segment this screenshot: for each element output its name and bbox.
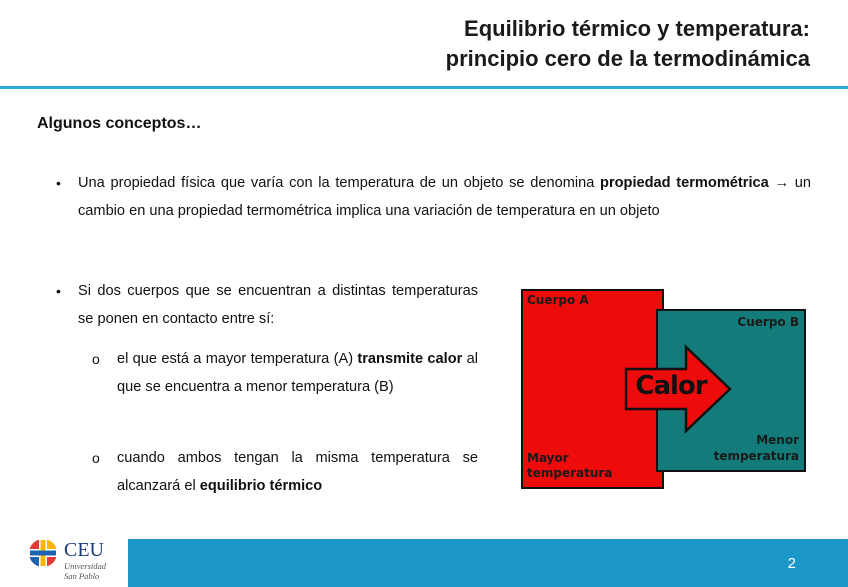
sub-1-before: el que está a mayor temperatura (A): [117, 351, 358, 367]
heat-transfer-diagram: [521, 289, 807, 492]
logo-line-1: Universidad: [64, 561, 107, 571]
title-line-2: principio cero de la termodinámica: [445, 46, 810, 71]
sub-1-bold: transmite calor: [357, 351, 463, 367]
title-line-1: Equilibrio térmico y temperatura:: [464, 16, 810, 41]
slide-title: [446, 14, 810, 74]
sub-1-after: al que se encuentra a menor temperatura (B): [117, 351, 478, 395]
section-heading: Algunos conceptos…: [37, 115, 202, 132]
body-b-label: Cuerpo B: [737, 315, 799, 329]
body-a-temp-line-2: temperatura: [527, 466, 613, 480]
sub-2-bold: equilibrio térmico: [199, 478, 323, 494]
bullet-icon: •: [56, 175, 61, 191]
sub-2-before: cuando ambos tengan la misma temperatura se alcanzará el: [117, 450, 478, 494]
title-divider: [0, 86, 848, 89]
bullet-1-bold: propiedad termométrica: [600, 175, 769, 191]
body-b-temp-line-1: Menor: [756, 433, 799, 447]
sub-bullet-circle-icon: o: [92, 351, 100, 367]
bullet-2-text: Si dos cuerpos que se encuentran a distintas temperaturas se ponen en contacto entre sí:: [78, 283, 478, 327]
heat-arrow-label: Calor: [635, 371, 707, 401]
bullet-1-after: → un cambio en una propiedad termométrica implica una variación de temperatura en un objeto: [78, 175, 811, 219]
bullet-1-text: [78, 169, 811, 225]
logo-name: CEU: [64, 539, 104, 561]
page-number: 2: [787, 555, 796, 572]
university-logo-text: [64, 539, 106, 581]
body-b-temp-line-2: temperatura: [713, 449, 799, 463]
body-a-label: Cuerpo A: [527, 293, 589, 307]
footer-bar: [128, 539, 848, 587]
bullet-1-before: Una propiedad física que varía con la temperatura de un objeto se denomina: [78, 175, 601, 191]
ceu-logo-icon: [27, 537, 59, 569]
sub-bullet-2-text: [117, 444, 478, 500]
bullet-icon: •: [56, 283, 61, 299]
sub-bullet-1-text: [117, 345, 478, 401]
logo-line-2: San Pablo: [64, 571, 100, 581]
sub-bullet-circle-icon: o: [92, 450, 100, 466]
body-a-temp-line-1: Mayor: [527, 451, 569, 465]
